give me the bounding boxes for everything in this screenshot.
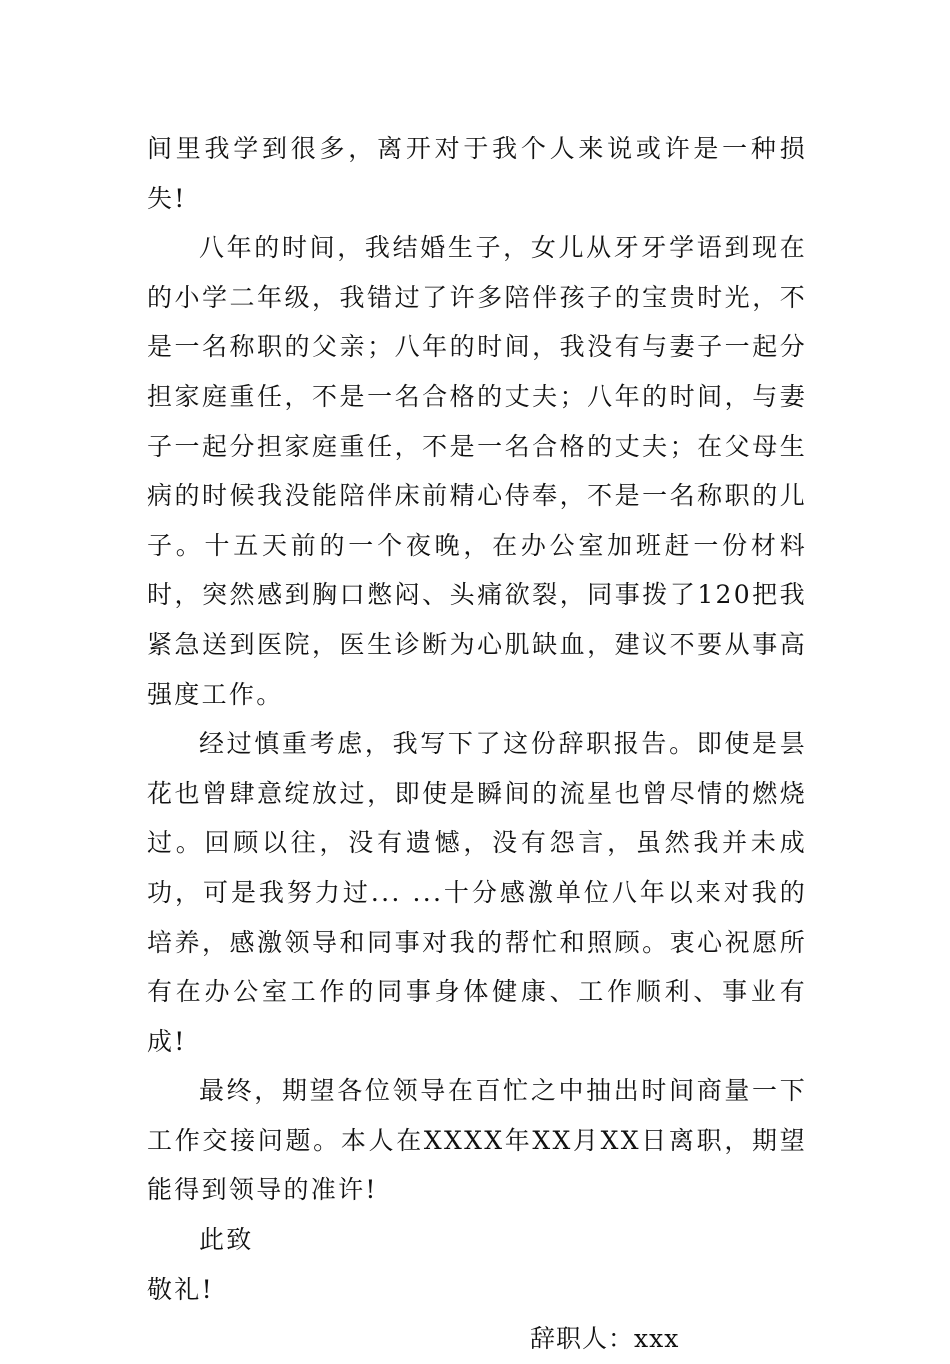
paragraph-decision: 经过慎重考虑，我写下了这份辞职报告。即使是昙花也曾肆意绽放过，即使是瞬间的流星也曾尽情的燃烧过。回顾以往，没有遗憾，没有怨言，虽然我并未成功，可是我努力过... ...十分感激单位八年以来对我的培养，感激领导和同事对我的帮忙和照顾。衷心祝愿所有在办公室工作的同事身体健康、工作顺利、事业有成! xyxy=(147,729,807,1056)
paragraph-handover: 最终，期望各位领导在百忙之中抽出时间商量一下工作交接问题。本人在XXXX年XX月XX日离职，期望能得到领导的准许! xyxy=(147,1076,807,1205)
paragraph-family: 八年的时间，我结婚生子，女儿从牙牙学语到现在的小学二年级，我错过了许多陪伴孩子的宝贵时光，不是一名称职的父亲；八年的时间，我没有与妻子一起分担家庭重任，不是一名合格的丈夫；八年的时间，与妻子一起分担家庭重任，不是一名合格的丈夫；在父母生病的时候我没能陪伴床前精心侍奉，不是一名称职的儿子。十五天前的一个夜晚，在办公室加班赶一份材料时，突然感到胸口憋闷、头痛欲裂，同事拨了120把我紧急送到医院，医生诊断为心肌缺血，建议不要从事高强度工作。 xyxy=(147,233,807,709)
paragraph-continuation: 间里我学到很多，离开对于我个人来说或许是一种损失! xyxy=(147,134,807,213)
closing-regards: 敬礼! xyxy=(147,1274,214,1304)
closing-salutation: 此致 xyxy=(199,1225,254,1255)
signature-line: 辞职人：xxx xyxy=(530,1324,680,1354)
letter-page xyxy=(147,124,807,1364)
